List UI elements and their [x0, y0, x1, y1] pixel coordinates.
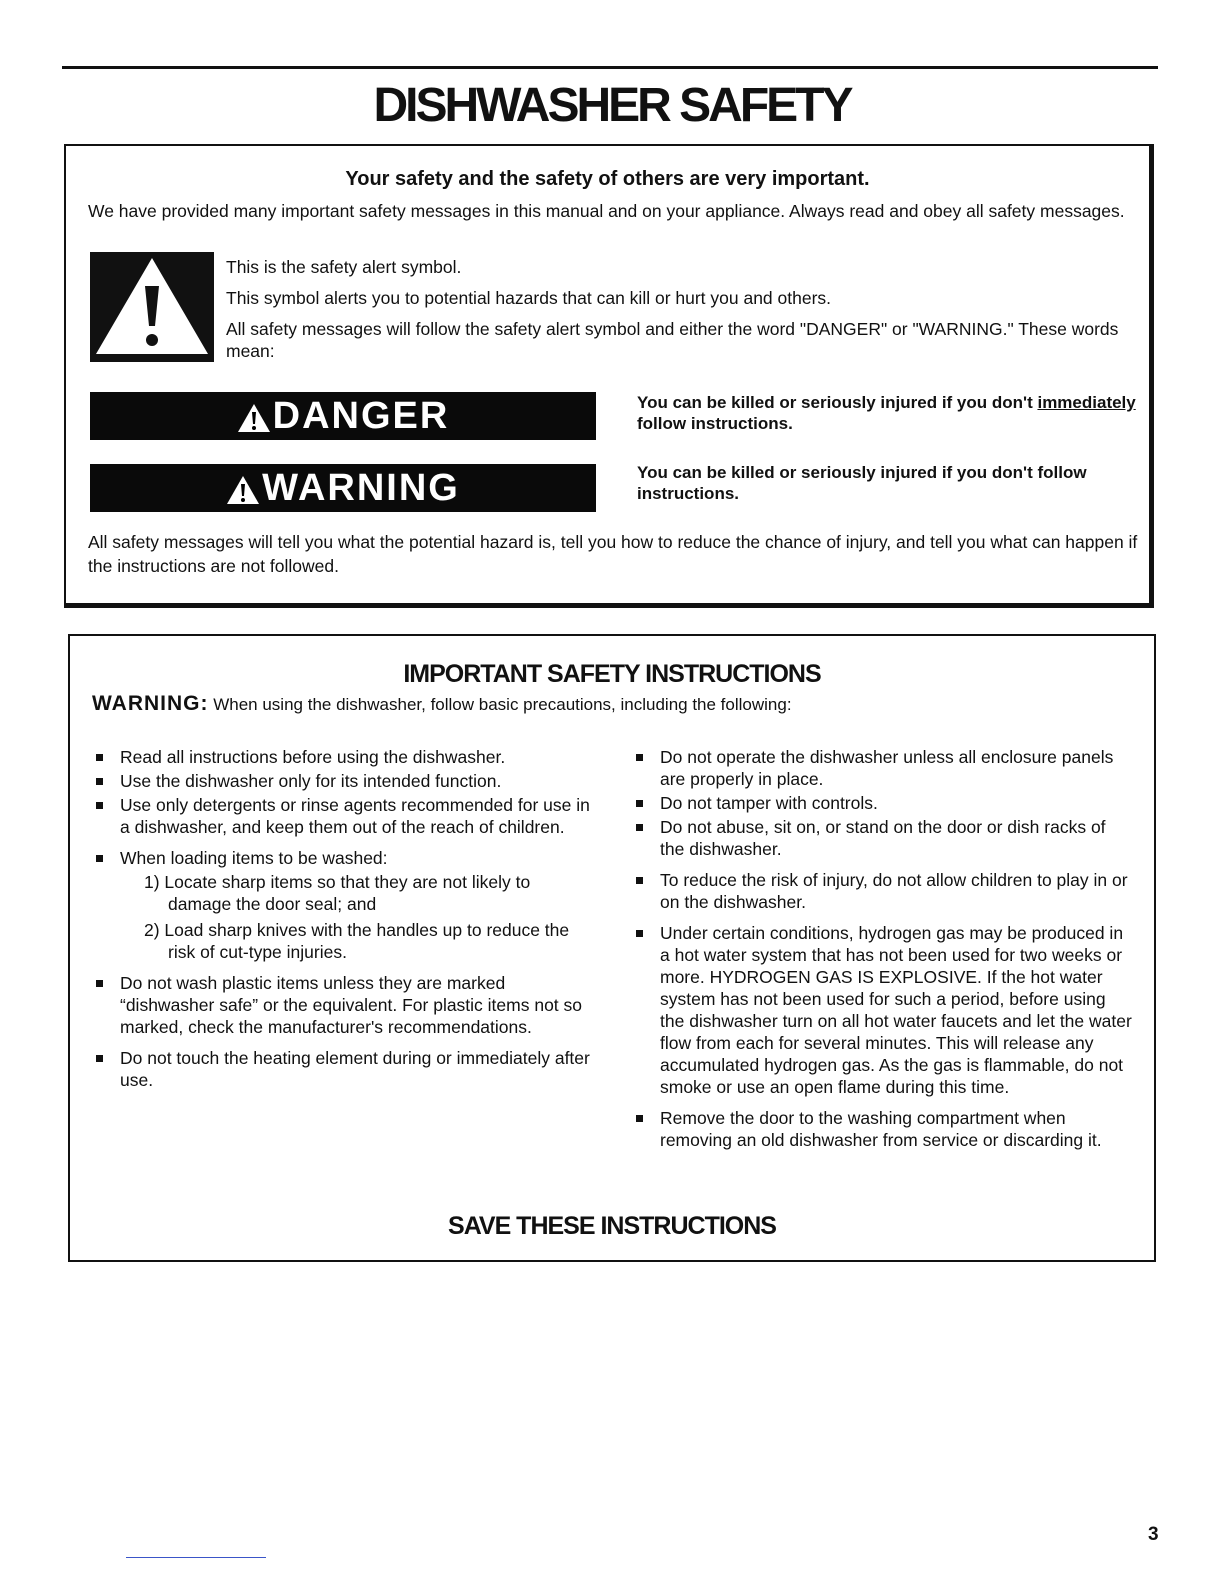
- danger-desc-text-end: follow instructions.: [637, 414, 793, 433]
- symbol-explanation: [226, 256, 1126, 362]
- list-item: [92, 847, 592, 963]
- loading-subitems: [120, 871, 592, 963]
- bullet-icon: [96, 802, 103, 809]
- bullet-icon: [636, 824, 643, 831]
- list-item-text: Read all instructions before using the dishwasher.: [120, 747, 506, 767]
- warning-banner: [90, 464, 596, 512]
- list-item: [632, 1107, 1132, 1151]
- sub-list-item: 1) Locate sharp items so that they are not likely to damage the door seal; and: [144, 872, 531, 914]
- important-instructions-box: [68, 634, 1156, 1262]
- bullet-icon: [636, 800, 643, 807]
- warning-triangle-icon: [226, 475, 260, 505]
- danger-label: DANGER: [272, 395, 450, 437]
- list-item: [92, 1047, 592, 1091]
- page-number: 3: [1148, 1524, 1159, 1545]
- symbol-line: This symbol alerts you to potential hazards that can kill or hurt you and others.: [226, 288, 832, 308]
- list-item-text: Do not abuse, sit on, or stand on the door or dish racks of the dishwasher.: [660, 817, 1106, 859]
- bullet-icon: [636, 877, 643, 884]
- danger-banner: [90, 392, 596, 440]
- bullet-icon: [96, 778, 103, 785]
- footer-rule: [126, 1557, 266, 1558]
- safety-closing: All safety messages will tell you what the potential hazard is, tell you how to reduce the chance of injury, and tell you what can happen if the instructions are not followed.: [88, 532, 1138, 576]
- list-item-text: Use only detergents or rinse agents recommended for use in a dishwasher, and keep them out of the reach of children.: [120, 795, 590, 837]
- list-item: [92, 794, 592, 838]
- list-item-text: Remove the door to the washing compartment when removing an old dishwasher from service or discarding it.: [660, 1108, 1102, 1150]
- list-item: [632, 869, 1132, 913]
- list-item-text: Under certain conditions, hydrogen gas may be produced in a hot water system that has not been used for two weeks or more. HYDROGEN GAS IS EXPLOSIVE. If the hot water system has not been used for such a period, before using the dishwasher turn on all hot water faucets and let the water flow from each for several minutes. This will release any accumulated hydrogen gas. As the gas is flammable, do not smoke or use an open flame during this time.: [660, 923, 1132, 1097]
- bullet-icon: [636, 930, 643, 937]
- list-item: [632, 922, 1132, 1098]
- list-item-text: When loading items to be washed:: [120, 848, 388, 868]
- safety-alert-symbol-icon: [90, 252, 214, 362]
- warning-intro: [92, 692, 1142, 716]
- list-item: [632, 746, 1132, 790]
- warning-triangle-icon: [237, 403, 271, 433]
- warning-description: You can be killed or seriously injured if you don't follow instructions.: [637, 463, 1087, 503]
- save-instructions-footer: SAVE THESE INSTRUCTIONS: [448, 1212, 776, 1240]
- warning-intro-label: WARNING:: [92, 692, 209, 715]
- safety-box-heading: Your safety and the safety of others are very important.: [345, 168, 870, 190]
- list-item-text: To reduce the risk of injury, do not allow children to play in or on the dishwasher.: [660, 870, 1128, 912]
- list-item-text: Do not wash plastic items unless they are marked “dishwasher safe” or the equivalent. For plastic items not so marked, check the manufacturer's recommendations.: [120, 973, 583, 1037]
- list-item: [632, 792, 1132, 814]
- top-rule: [62, 66, 1158, 69]
- list-item: [92, 746, 592, 768]
- danger-desc-text: You can be killed or seriously injured if you don't: [637, 393, 1038, 412]
- danger-desc-emphasis: immediately: [1037, 393, 1136, 412]
- bullet-icon: [96, 855, 103, 862]
- bullet-icon: [96, 980, 103, 987]
- sub-list-item: 2) Load sharp knives with the handles up to reduce the risk of cut-type injuries.: [144, 920, 570, 962]
- warning-intro-text: When using the dishwasher, follow basic precautions, including the following:: [208, 695, 792, 714]
- symbol-line: This is the safety alert symbol.: [226, 257, 462, 277]
- bullet-icon: [96, 1055, 103, 1062]
- warning-label: WARNING: [262, 467, 460, 509]
- safety-intro: We have provided many important safety messages in this manual and on your appliance. Always read and obey all safety messages.: [88, 201, 1125, 221]
- instructions-right-column: [632, 746, 1132, 1153]
- danger-description: [637, 392, 1137, 434]
- instructions-left-column: [92, 746, 592, 1093]
- symbol-line: All safety messages will follow the safety alert symbol and either the word "DANGER" or "WARNING." These words mean:: [226, 319, 1119, 361]
- safety-alert-box: [64, 144, 1154, 608]
- instructions-heading: IMPORTANT SAFETY INSTRUCTIONS: [403, 660, 821, 688]
- list-item-text: Do not operate the dishwasher unless all enclosure panels are properly in place.: [660, 747, 1114, 789]
- list-item: [632, 816, 1132, 860]
- bullet-icon: [636, 754, 643, 761]
- list-item-text: Do not tamper with controls.: [660, 793, 878, 813]
- list-item: [92, 770, 592, 792]
- list-item-text: Do not touch the heating element during or immediately after use.: [120, 1048, 590, 1090]
- bullet-icon: [96, 754, 103, 761]
- page-title: DISHWASHER SAFETY: [373, 79, 851, 132]
- list-item-text: Use the dishwasher only for its intended function.: [120, 771, 502, 791]
- bullet-icon: [636, 1115, 643, 1122]
- list-item: [92, 972, 592, 1038]
